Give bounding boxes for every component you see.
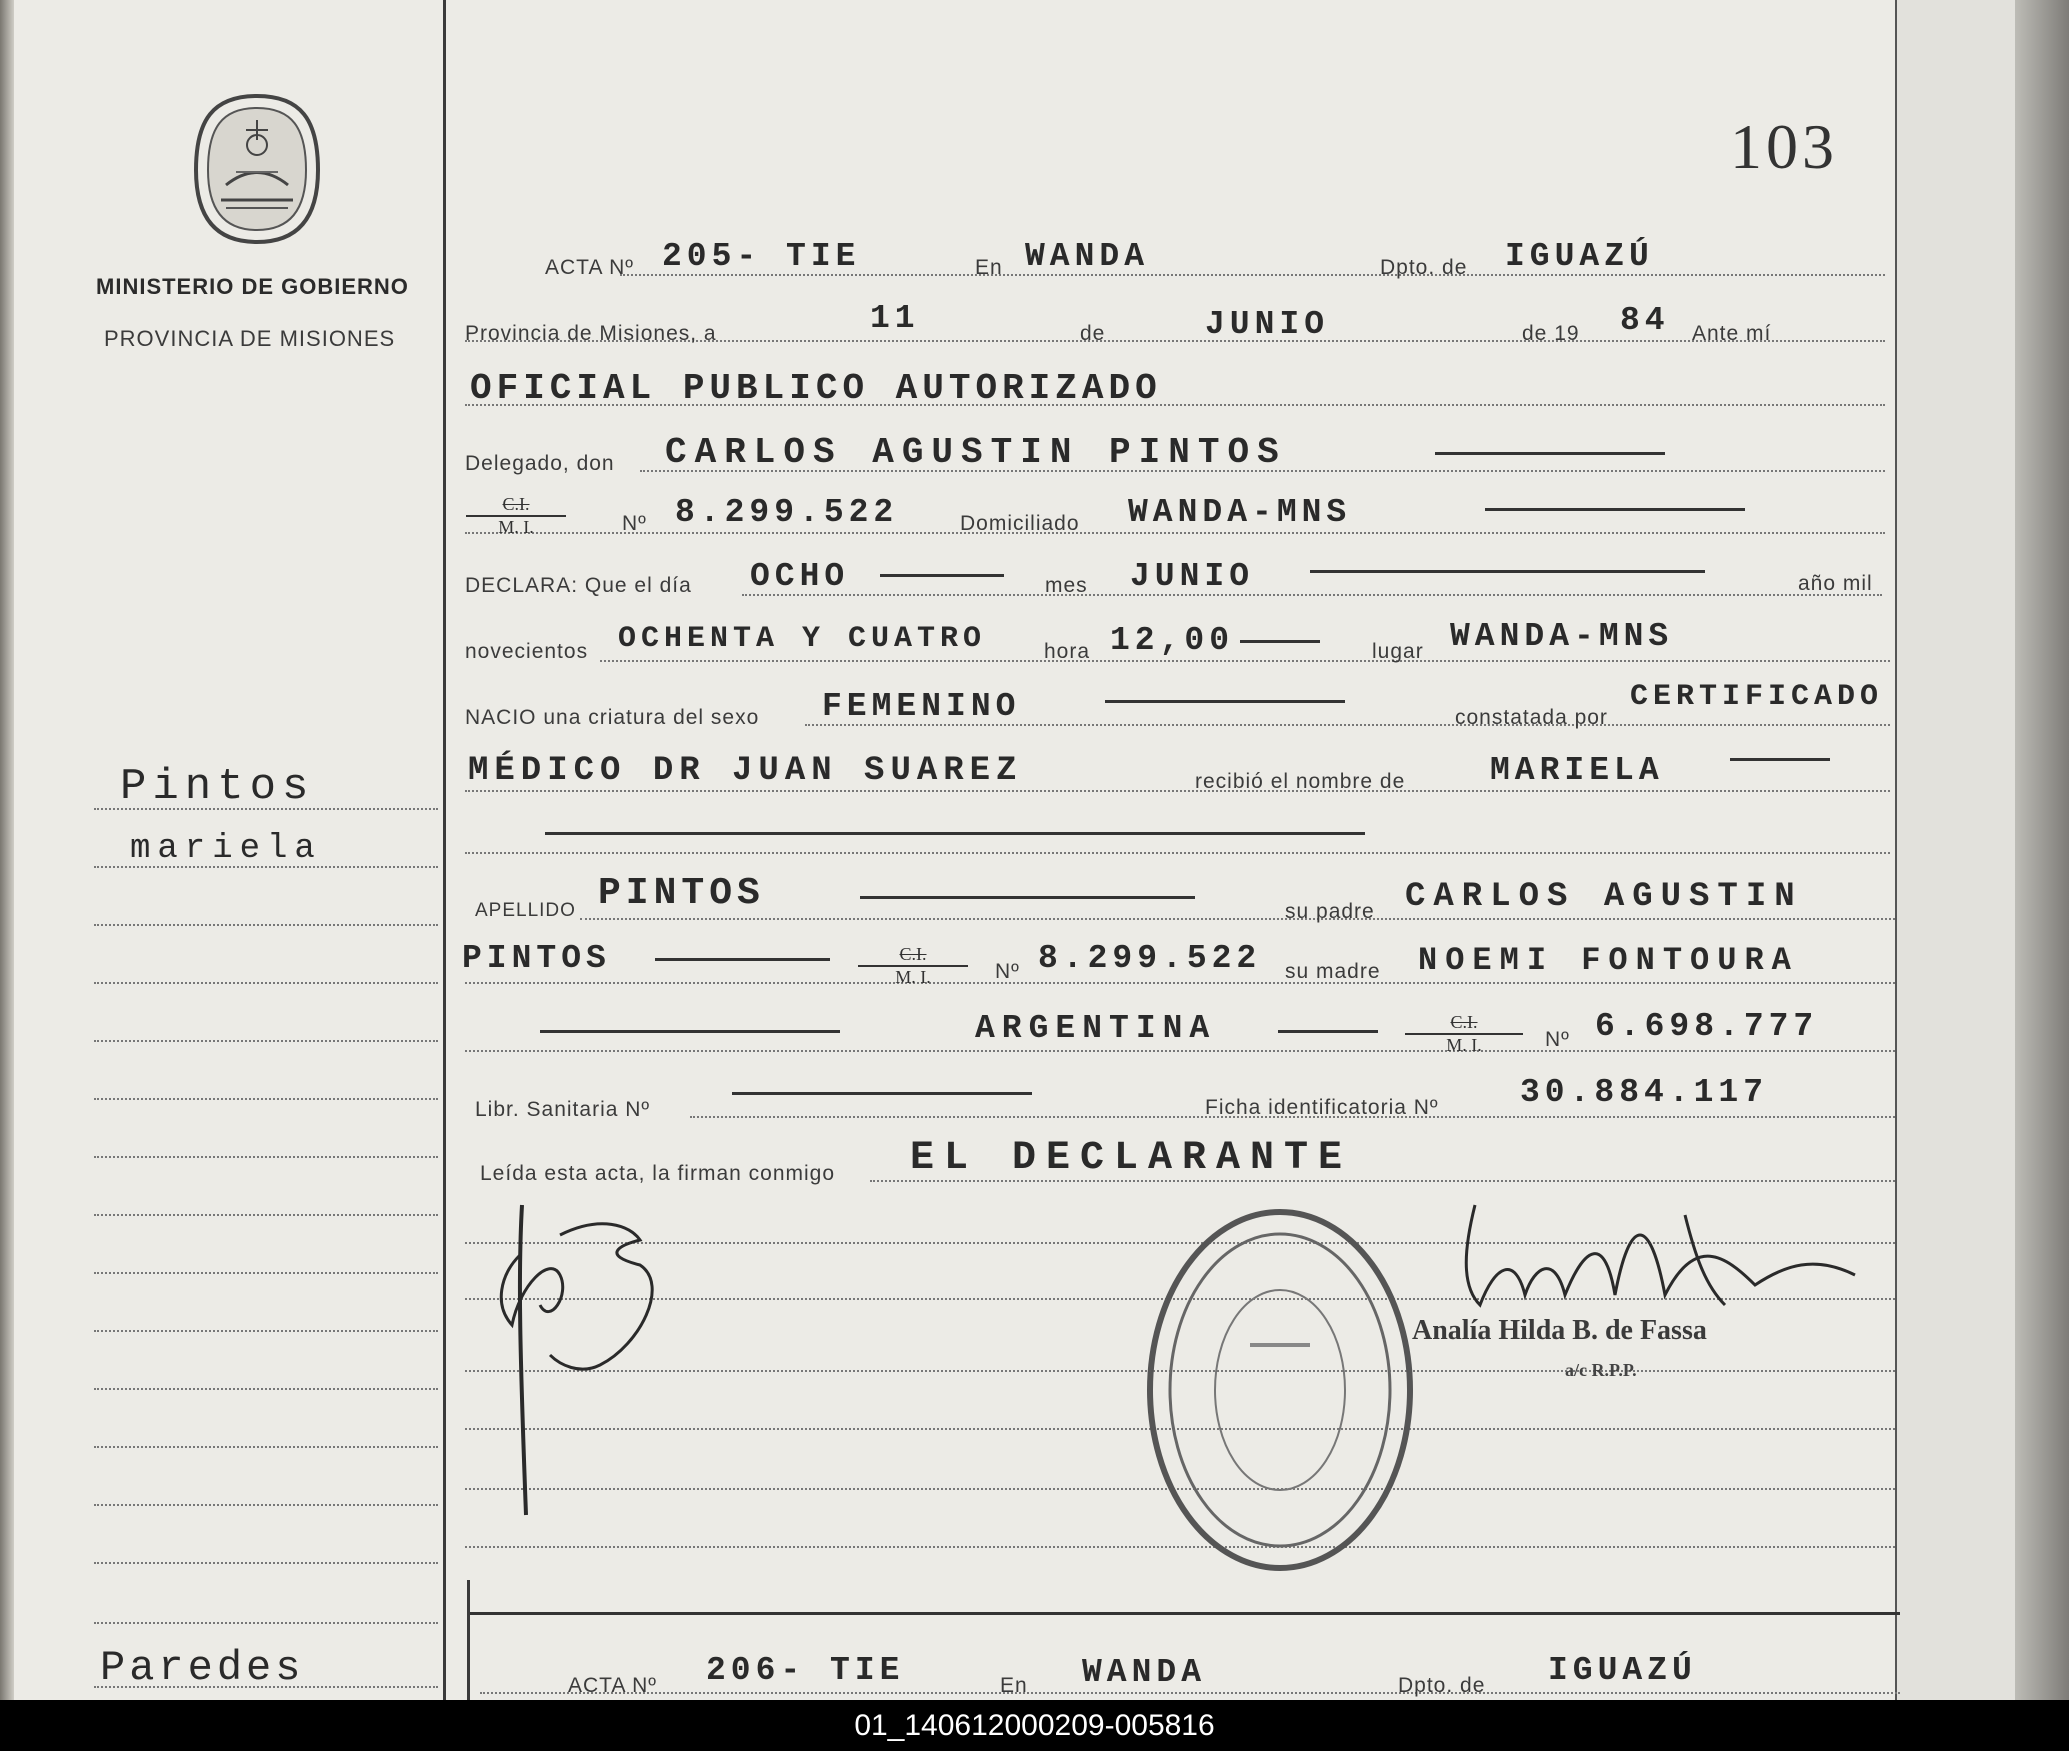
ficha-value: 30.884.117 (1520, 1074, 1769, 1111)
de-label: de (1080, 322, 1106, 345)
nombre-value: MARIELA (1490, 752, 1664, 789)
medico-value: MÉDICO DR JUAN SUAREZ (468, 752, 1023, 790)
padre-value: CARLOS AGUSTIN (1405, 878, 1803, 916)
fill-dash (860, 896, 1195, 899)
mes-value: JUNIO (1130, 558, 1255, 595)
margin-line (94, 1098, 438, 1100)
constatada-label: constatada por (1455, 706, 1608, 729)
en-label: En (975, 256, 1003, 279)
declarant-id: 8.299.522 (675, 494, 899, 531)
right-page-strip (1895, 0, 2015, 1700)
declarant-signature (490, 1195, 680, 1525)
official-signature (1455, 1195, 1895, 1325)
margin-line (94, 1156, 438, 1158)
page-edge-shadow (0, 0, 14, 1700)
official-name: Analía Hilda B. de Fassa (1412, 1315, 1707, 1346)
form-line (580, 918, 1895, 920)
margin-line (94, 1622, 438, 1624)
acta-label: ACTA Nº (545, 256, 634, 279)
form-line (742, 594, 1882, 596)
ci-label: C.I. (858, 944, 968, 967)
department-value: IGUAZÚ (1505, 238, 1654, 275)
constatada-value: CERTIFICADO (1630, 680, 1884, 714)
firman-value: EL DECLARANTE (910, 1136, 1353, 1181)
dpto-label: Dpto. de (1380, 256, 1468, 279)
en2-label: En (1000, 1674, 1028, 1697)
image-id-caption: 01_140612000209-005816 (0, 1700, 2069, 1751)
form-line (600, 660, 1890, 662)
lugar-value: WANDA-MNS (1450, 618, 1674, 655)
madre-value: NOEMI FONTOURA (1418, 942, 1799, 979)
locality2-value: WANDA (1082, 1654, 1207, 1691)
month-value: JUNIO (1205, 306, 1330, 343)
margin-line (94, 1504, 438, 1506)
padre-label: su padre (1285, 900, 1375, 923)
ci-label: C.I. (466, 494, 566, 517)
nacio-label: NACIO una criatura del sexo (465, 706, 760, 729)
madre-label: su madre (1285, 960, 1381, 983)
madre-id: 6.698.777 (1595, 1008, 1819, 1045)
margin-given-name: mariela (130, 830, 322, 868)
fill-dash (1240, 640, 1320, 643)
declara-label: DECLARA: Que el día (465, 574, 692, 597)
margin-line (94, 1388, 438, 1390)
fill-dash (1310, 570, 1705, 573)
fill-dash (1730, 758, 1830, 761)
mi-label: M. I. (498, 517, 534, 537)
novecientos-label: novecientos (465, 640, 589, 663)
fill-dash (1485, 508, 1745, 511)
acta-number: 205- TIE (662, 238, 861, 275)
ficha-label: Ficha identificatoria Nº (1205, 1096, 1439, 1119)
margin-divider-lower (467, 1580, 470, 1700)
right-page-edge (2015, 0, 2069, 1700)
provincial-seal (186, 90, 328, 250)
acta2-number: 206- TIE (706, 1652, 905, 1689)
declara-day: OCHO (750, 558, 850, 595)
margin-line (94, 1562, 438, 1564)
no-label: Nº (622, 512, 647, 535)
mi-label: M. I. (895, 967, 931, 987)
fill-dash (655, 958, 830, 961)
year-value: 84 (1620, 302, 1670, 339)
day-value: 11 (870, 300, 920, 337)
form-line (465, 532, 1885, 534)
padre-id: 8.299.522 (1038, 940, 1262, 977)
no-label: Nº (1545, 1028, 1570, 1051)
ci-label: C.I. (1405, 1012, 1523, 1035)
ante-label: Ante mí (1692, 322, 1772, 345)
apellido-label: APELLIDO (475, 900, 576, 921)
hora-label: hora (1044, 640, 1091, 663)
nacionalidad-value: ARGENTINA (975, 1010, 1217, 1047)
registry-stamp (1140, 1205, 1420, 1575)
ano-label: año mil (1798, 572, 1873, 595)
year-words: OCHENTA Y CUATRO (618, 622, 987, 656)
margin-line (94, 1214, 438, 1216)
domicilio-label: Domiciliado (960, 512, 1080, 535)
domicilio-value: WANDA-MNS (1128, 494, 1352, 531)
margin-surname: Pintos (120, 762, 315, 812)
margin-line (94, 924, 438, 926)
fill-dash (732, 1092, 1032, 1095)
officer-value: OFICIAL PUBLICO AUTORIZADO (470, 368, 1162, 409)
recibio-label: recibió el nombre de (1195, 770, 1406, 793)
madre-id-type-fraction (1405, 1012, 1523, 1056)
form-line (465, 1050, 1895, 1052)
locality-value: WANDA (1025, 238, 1150, 275)
fill-dash (1105, 700, 1345, 703)
mes-label: mes (1045, 574, 1088, 597)
hora-value: 12,00 (1110, 622, 1235, 659)
margin-line (94, 1272, 438, 1274)
form-line (480, 1692, 1900, 1694)
fill-dash (540, 1030, 840, 1033)
form-line (465, 852, 1890, 854)
apellido-value: PINTOS (598, 872, 765, 915)
delegado-value: CARLOS AGUSTIN PINTOS (665, 432, 1287, 473)
padre-value-cont: PINTOS (462, 940, 611, 977)
sexo-value: FEMENINO (822, 688, 1021, 725)
fill-dash (880, 574, 1004, 577)
department2-value: IGUAZÚ (1548, 1652, 1697, 1689)
year-label: de 19 (1522, 322, 1580, 345)
margin-line (94, 1330, 438, 1332)
margin-divider (443, 0, 446, 1700)
leida-label: Leída esta acta, la firman conmigo (480, 1162, 836, 1185)
fill-dash (1435, 452, 1665, 455)
province-date-label: Provincia de Misiones, a (465, 322, 717, 345)
ministry-title: MINISTERIO DE GOBIERNO (96, 274, 409, 299)
lugar-label: lugar (1372, 640, 1424, 663)
delegado-label: Delegado, don (465, 452, 615, 475)
dpto2-label: Dpto. de (1398, 1674, 1486, 1697)
margin-surname-next: Paredes (100, 1644, 305, 1692)
form-line (465, 982, 1895, 984)
margin-line (94, 1040, 438, 1042)
id-type-fraction (466, 494, 566, 538)
acta2-label: ACTA Nº (568, 1674, 657, 1697)
mi-label: M. I. (1446, 1035, 1482, 1055)
padre-id-type-fraction (858, 944, 968, 988)
libr-label: Libr. Sanitaria Nº (475, 1098, 651, 1121)
no-label: Nº (995, 960, 1020, 983)
form-line (465, 790, 1890, 792)
margin-line (94, 1446, 438, 1448)
province-title: PROVINCIA DE MISIONES (104, 326, 396, 351)
fill-dash (545, 832, 1365, 835)
fill-dash (1278, 1030, 1378, 1033)
official-subtitle: a/c R.P.P. (1565, 1360, 1637, 1380)
margin-line (94, 982, 438, 984)
entry-separator (470, 1612, 1900, 1615)
page-number: 103 (1730, 111, 1838, 182)
